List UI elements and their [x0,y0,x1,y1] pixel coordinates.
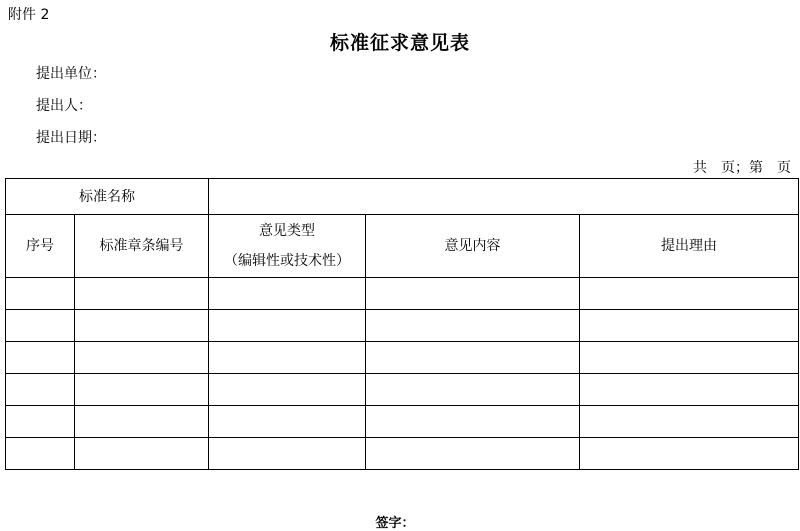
reason-cell[interactable] [580,438,799,470]
seq-cell[interactable] [6,406,75,438]
attachment-label: 附件 2 [8,7,50,23]
clause-cell[interactable] [75,342,209,374]
content-cell[interactable] [366,310,580,342]
table-row [6,374,799,406]
submission-date-field: 提出日期： [36,130,106,146]
seq-cell[interactable] [6,310,75,342]
table-row [6,278,799,310]
opinion-table [5,178,799,470]
table-row [6,342,799,374]
type-cell[interactable] [209,342,366,374]
reason-cell[interactable] [580,406,799,438]
standard-name-value[interactable] [209,179,799,215]
content-cell[interactable] [366,374,580,406]
submitter-field: 提出人： [36,98,92,114]
clause-cell[interactable] [75,438,209,470]
reason-cell[interactable] [580,342,799,374]
header-row [6,215,799,278]
standard-name-label: 标准名称 [6,179,209,215]
content-cell[interactable] [366,278,580,310]
reason-cell[interactable] [580,374,799,406]
seq-cell[interactable] [6,342,75,374]
col-header-type-line1: 意见类型 [259,223,315,239]
standard-name-row [6,179,799,215]
clause-cell[interactable] [75,310,209,342]
col-header-type [209,215,366,278]
type-cell[interactable] [209,438,366,470]
content-cell[interactable] [366,342,580,374]
clause-cell[interactable] [75,374,209,406]
seq-cell[interactable] [6,374,75,406]
col-header-content: 意见内容 [366,215,580,278]
col-header-type-line2: （编辑性或技术性） [224,253,350,269]
page-count: 共 页；第 页 [693,160,791,176]
submitting-unit-field: 提出单位： [36,66,106,82]
table-row [6,310,799,342]
clause-cell[interactable] [75,278,209,310]
type-cell[interactable] [209,310,366,342]
col-header-reason: 提出理由 [580,215,799,278]
type-cell[interactable] [209,406,366,438]
col-header-seq: 序号 [6,215,75,278]
table-row [6,406,799,438]
col-header-clause: 标准章条编号 [75,215,209,278]
content-cell[interactable] [366,406,580,438]
form-title: 标准征求意见表 [329,32,470,54]
seq-cell[interactable] [6,438,75,470]
type-cell[interactable] [209,278,366,310]
clause-cell[interactable] [75,406,209,438]
content-cell[interactable] [366,438,580,470]
reason-cell[interactable] [580,278,799,310]
signature-label: 签字： [375,516,415,531]
seq-cell[interactable] [6,278,75,310]
reason-cell[interactable] [580,310,799,342]
type-cell[interactable] [209,374,366,406]
table-row [6,438,799,470]
